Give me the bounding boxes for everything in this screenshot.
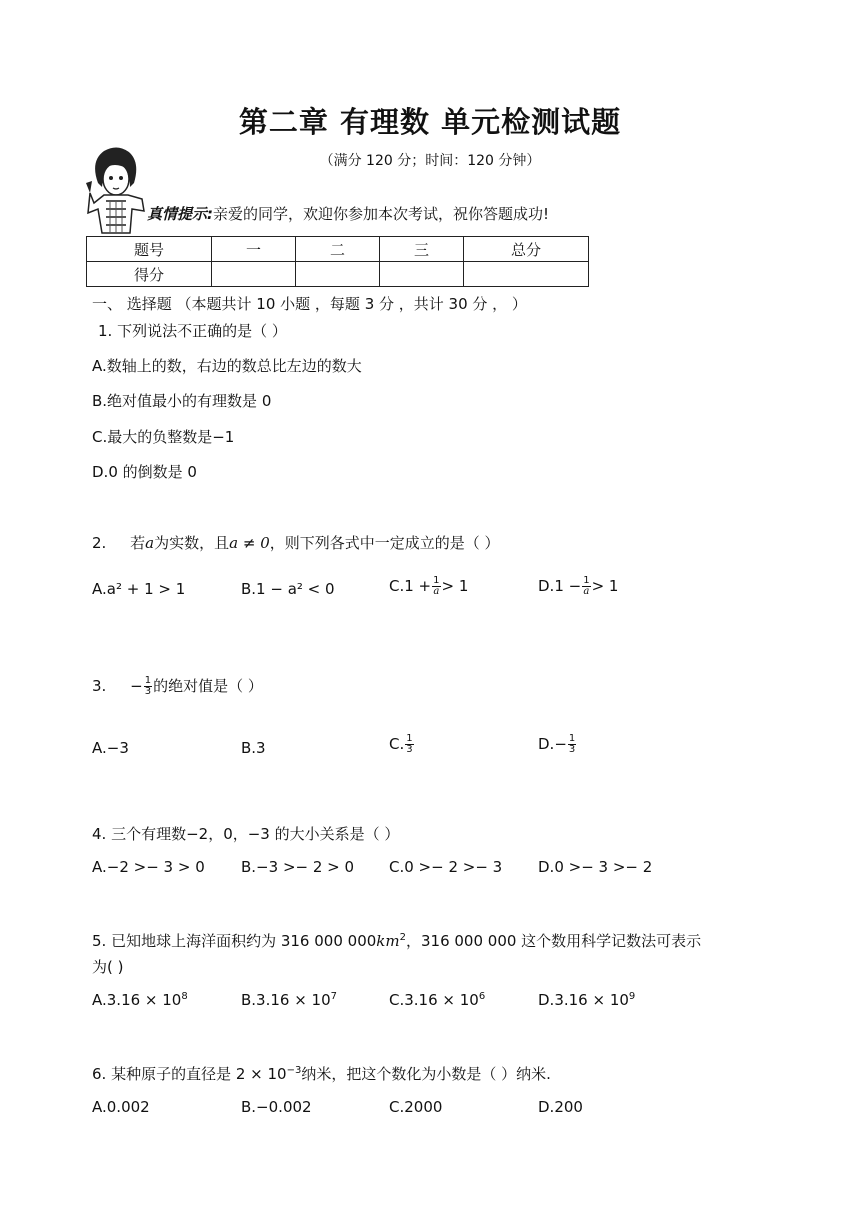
- table-header-cell: 二: [296, 237, 380, 262]
- q6-stem-post: 纳米，把这个数化为小数是（ ）纳米.: [301, 1065, 551, 1083]
- section-title: 一、 选择题 （本题共计 10 小题 ，每题 3 分 ，共计 30 分 ， ）: [92, 295, 527, 313]
- q6-option-d: D.200: [538, 1098, 583, 1116]
- fraction-numerator: 1: [406, 733, 413, 744]
- score-cell[interactable]: [380, 262, 464, 287]
- q5-option-d: [538, 991, 635, 1009]
- table-header-row: [87, 237, 589, 262]
- fraction-denominator: a: [583, 586, 590, 597]
- q2-d-post: > 1: [591, 577, 619, 595]
- q3-option-c: [389, 734, 415, 755]
- q2-stem-post: ，则下列各式中一定成立的是（ ）: [269, 534, 500, 552]
- q5-option-a: [92, 991, 188, 1009]
- fraction: [582, 576, 590, 597]
- fraction-denominator: 3: [406, 744, 413, 755]
- score-cell[interactable]: [296, 262, 380, 287]
- q5-unit: km: [376, 932, 400, 950]
- q3-stem: [92, 675, 263, 697]
- q2-stem: [92, 532, 500, 553]
- q5-stem: 5. 已知地球上海洋面积约为 316 000 $000km^2$，316 000 000 这个数用科学记数法可表示: [92, 932, 702, 950]
- q6-stem-pre: 6. 某种原子的直径是 2 × 10: [92, 1065, 287, 1083]
- q2-stem-pre: 若: [130, 534, 146, 552]
- q4-stem: 4. 三个有理数−2，0，−3 的大小关系是（ ）: [92, 825, 400, 843]
- score-cell[interactable]: [212, 262, 296, 287]
- q2-c-post: > 1: [441, 577, 469, 595]
- q5-c-exp: 6: [478, 991, 486, 1002]
- q2-option-b: B.1 − a² < 0: [241, 580, 335, 598]
- q6-option-c: C.2000: [389, 1098, 443, 1116]
- q1-option-d: D.0 的倒数是 0: [92, 463, 197, 481]
- q2-condition: a ≠ 0: [229, 534, 270, 552]
- q3-c-label: C.: [389, 735, 405, 753]
- q5-d-text: D.3.16 × 10: [538, 991, 629, 1009]
- page-title: 第二章 有理数 单元检测试题: [238, 105, 622, 139]
- q5-stem-post: ，316 000 000 这个数用科学记数法可表示: [405, 932, 702, 950]
- page-subtitle: （满分 120 分；时间：120 分钟）: [319, 153, 541, 169]
- fraction-numerator: 1: [583, 575, 590, 586]
- q3-option-d: [538, 734, 577, 755]
- fraction: [432, 576, 440, 597]
- q1-option-b: B.绝对值最小的有理数是 0: [92, 392, 272, 410]
- fraction: [405, 734, 413, 755]
- q5-stem-line2: 为( ): [92, 958, 124, 976]
- q1-option-a: A.数轴上的数，右边的数总比左边的数大: [92, 357, 362, 375]
- q2-option-c: [389, 576, 468, 597]
- fraction-numerator: 1: [568, 733, 576, 744]
- q6-exp: −3: [286, 1065, 302, 1076]
- q6-stem: [92, 1063, 551, 1084]
- q6-option-a: A.0.002: [92, 1098, 150, 1116]
- q5-a-exp: 8: [181, 991, 188, 1002]
- table-header-cell: 一: [212, 237, 296, 262]
- q4-option-c: C.0 >− 2 >− 3: [389, 858, 503, 876]
- tip-line: [147, 203, 549, 224]
- q3-option-a: A.−3: [92, 739, 129, 757]
- q2-var: a: [145, 534, 155, 552]
- q3-neg: −: [130, 677, 143, 695]
- q2-c-pre: C.1 +: [389, 577, 432, 595]
- q1-stem: 1. 下列说法不正确的是（ ）: [98, 322, 287, 340]
- table-header-cell: 三: [380, 237, 464, 262]
- q3-stem-post: 的绝对值是（ ）: [153, 677, 263, 695]
- fraction-numerator: 1: [144, 675, 152, 686]
- q1-option-c: C.最大的负整数是−1: [92, 428, 235, 446]
- q3-option-b: B.3: [241, 739, 266, 757]
- student-girl-illustration: [84, 143, 148, 235]
- row-label-cell: 得分: [87, 262, 212, 287]
- q5-option-c: [389, 991, 485, 1009]
- q4-option-d: D.0 >− 3 >− 2: [538, 858, 653, 876]
- q5-d-exp: 9: [628, 991, 636, 1002]
- score-cell[interactable]: [464, 262, 589, 287]
- fraction-denominator: a: [433, 586, 440, 597]
- q6-option-b: B.−0.002: [241, 1098, 312, 1116]
- q2-stem-mid: 为实数，且: [154, 534, 230, 552]
- fraction-denominator: 3: [568, 744, 576, 755]
- fraction: [144, 676, 152, 697]
- fraction: [568, 734, 576, 755]
- q5-stem-pre: 5. 已知地球上海洋面积约为 316 000 000: [92, 932, 377, 950]
- fraction-numerator: 1: [433, 575, 440, 586]
- q5-b-exp: 7: [330, 991, 338, 1002]
- fraction-denominator: 3: [144, 686, 152, 697]
- q2-option-d: [538, 576, 618, 597]
- q5-b-text: B.3.16 × 10: [241, 991, 331, 1009]
- q4-option-a: A.−2 >− 3 > 0: [92, 858, 205, 876]
- q2-option-a: A.a² + 1 > 1: [92, 580, 186, 598]
- tip-label: 真情提示:: [147, 205, 213, 223]
- tip-text: 亲爱的同学，欢迎你参加本次考试，祝你答题成功!: [213, 205, 550, 223]
- q5-option-b: [241, 991, 337, 1009]
- table-header-cell: 题号: [87, 237, 212, 262]
- table-row: [87, 262, 589, 287]
- q2-number: 2.: [92, 534, 107, 552]
- q2-d-pre: D.1 −: [538, 577, 582, 595]
- q4-option-b: B.−3 >− 2 > 0: [241, 858, 355, 876]
- q5-c-text: C.3.16 × 10: [389, 991, 479, 1009]
- table-header-cell: 总分: [464, 237, 589, 262]
- q5-a-text: A.3.16 × 10: [92, 991, 182, 1009]
- q3-d-label: D.−: [538, 735, 567, 753]
- q3-number: 3.: [92, 677, 107, 695]
- score-table: [86, 236, 589, 287]
